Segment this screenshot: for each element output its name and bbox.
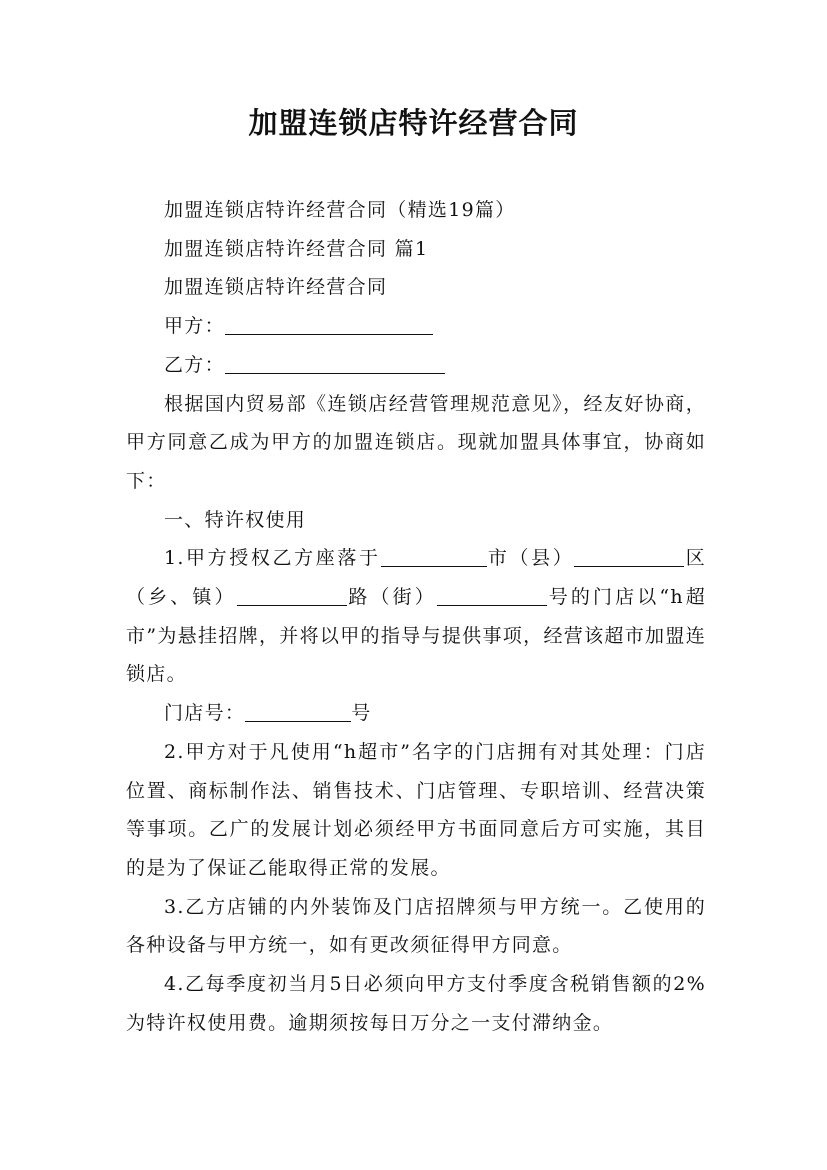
party-b-blank [225, 356, 445, 374]
store-number-suffix: 号 [351, 702, 372, 725]
store-number-blank [245, 704, 351, 722]
paragraph-party-a [126, 307, 706, 346]
party-a-label: 甲方： [164, 315, 225, 338]
party-a-blank [225, 317, 433, 335]
paragraph-store-number [126, 694, 706, 733]
district-blank [237, 588, 347, 606]
paragraph-section-1: 一、特许权使用 [164, 508, 307, 531]
county-blank [574, 549, 684, 567]
clause-1-text-e: 号的门店以“h超市”为悬挂招牌，并将以甲的指导与提供事项，经营该超市加盟连锁店。 [126, 586, 706, 686]
paragraph-clause-2: 2.甲方对于凡使用“h超市”名字的门店拥有对其处理：门店位置、商标制作法、销售技术、门店管理、专职培训、经营决策等事项。乙广的发展计划必须经甲方书面同意后方可实施，其目的是为了保证乙能取得正常的发展。 [126, 740, 706, 879]
paragraph-chapter-heading: 加盟连锁店特许经营合同 篇1 [164, 237, 429, 260]
party-b-label: 乙方： [164, 353, 225, 376]
clause-1-text-a: 1.甲方授权乙方座落于 [164, 547, 381, 570]
paragraph-contract-name: 加盟连锁店特许经营合同 [164, 276, 388, 299]
store-number-label: 门店号： [164, 702, 246, 725]
paragraph-party-b [126, 346, 706, 385]
clause-1-text-d: 路（街） [346, 586, 437, 609]
paragraph-clause-4: 4.乙每季度初当月5日必须向甲方支付季度含税销售额的2%为特许权使用费。逾期须按每日万分之一支付滞纳金。 [126, 973, 706, 1034]
paragraph-subtitle: 加盟连锁店特许经营合同（精选19篇） [164, 199, 516, 221]
clause-1-text-c: 区（乡、镇） [126, 547, 706, 609]
city-blank [381, 549, 487, 567]
document-title: 加盟连锁店特许经营合同 [248, 106, 579, 140]
paragraph-clause-1 [126, 539, 706, 694]
clause-1-text-b: 市（县） [486, 547, 575, 570]
paragraph-clause-3: 3.乙方店铺的内外装饰及门店招牌须与甲方统一。乙使用的各种设备与甲方统一，如有更改须征得甲方同意。 [126, 895, 706, 957]
road-blank [437, 588, 547, 606]
paragraph-preamble: 根据国内贸易部《连锁店经营管理规范意见》，经友好协商，甲方同意乙成为甲方的加盟连锁店。现就加盟具体事宜，协商如下： [126, 392, 706, 492]
document-body [126, 191, 706, 1042]
